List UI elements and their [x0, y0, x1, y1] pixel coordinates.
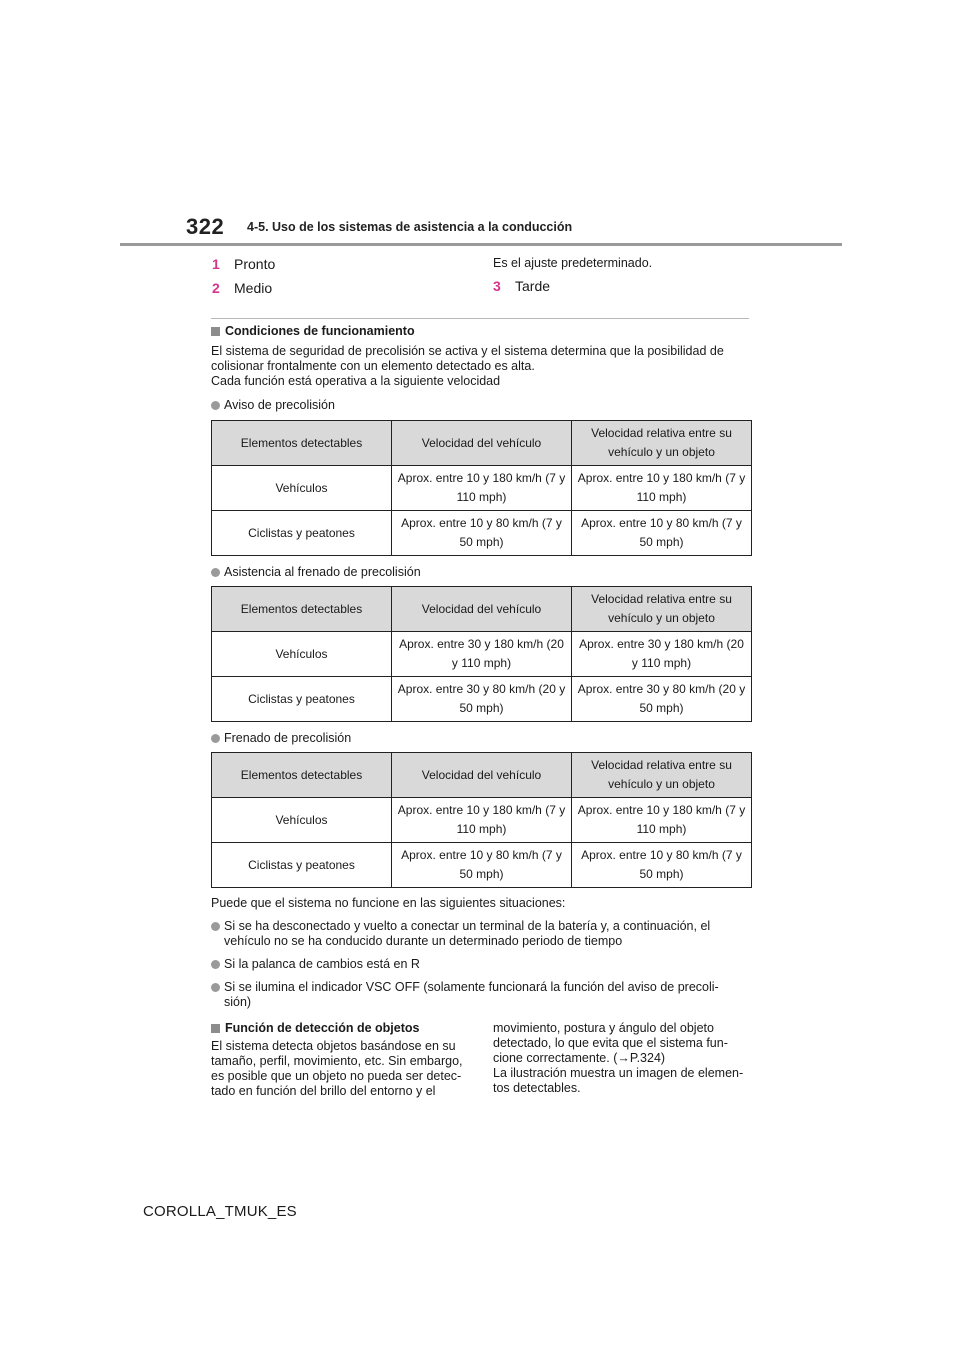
circle-bullet-icon: [211, 734, 220, 743]
situation-line: sión): [224, 995, 252, 1009]
option-number: 3: [493, 278, 501, 294]
option-item-3: [493, 278, 550, 294]
text-line: detectado, lo que evita que el sistema fun-: [493, 1036, 728, 1050]
header-cell-items: Elementos detectables: [212, 753, 392, 798]
table-row: [212, 511, 752, 556]
precollision-braking-table: [211, 752, 752, 888]
header-divider: [120, 243, 842, 246]
object-detection-right-column: [493, 1021, 758, 1096]
table-row: [212, 843, 752, 888]
conditions-heading-text: Condiciones de funcionamiento: [225, 324, 415, 338]
circle-bullet-icon: [211, 922, 220, 931]
table-title-text: Frenado de precolisión: [224, 731, 352, 745]
option-item-1: [212, 256, 275, 272]
cell-item: Ciclistas y peatones: [212, 843, 392, 888]
table-row: [212, 798, 752, 843]
cell-speed: Aprox. entre 10 y 180 km/h (7 y 110 mph): [392, 466, 572, 511]
situation-line: Si la palanca de cambios está en R: [224, 957, 420, 971]
option-item-2: [212, 280, 272, 296]
header-cell-speed: Velocidad del vehículo: [392, 587, 572, 632]
circle-bullet-icon: [211, 401, 220, 410]
option-number: 2: [212, 280, 220, 296]
cell-relative: Aprox. entre 10 y 80 km/h (7 y 50 mph): [572, 843, 752, 888]
situation-line: Si se ha desconectado y vuelto a conectar un terminal de la batería y, a continuación, el: [224, 919, 711, 933]
precollision-brake-assist-table: [211, 586, 752, 722]
option-label: Tarde: [515, 278, 551, 294]
not-working-intro: Puede que el sistema no funcione en las siguientes situaciones:: [211, 896, 566, 910]
cell-relative: Aprox. entre 10 y 180 km/h (7 y 110 mph): [572, 466, 752, 511]
circle-bullet-icon: [211, 568, 220, 577]
table-row: [212, 466, 752, 511]
situation-item: [211, 980, 756, 1010]
square-bullet-icon: [211, 1024, 220, 1033]
cell-speed: Aprox. entre 10 y 80 km/h (7 y 50 mph): [392, 511, 572, 556]
cell-item: Vehículos: [212, 632, 392, 677]
cell-item: Vehículos: [212, 798, 392, 843]
cell-speed: Aprox. entre 10 y 80 km/h (7 y 50 mph): [392, 843, 572, 888]
object-detection-heading-text: Función de detección de objetos: [225, 1021, 420, 1035]
square-bullet-icon: [211, 327, 220, 336]
text-line: tos detectables.: [493, 1081, 581, 1095]
header-cell-items: Elementos detectables: [212, 587, 392, 632]
table-title-text: Aviso de precolisión: [224, 398, 335, 412]
table-title-brake-assist: [211, 565, 421, 580]
cell-relative: Aprox. entre 10 y 80 km/h (7 y 50 mph): [572, 511, 752, 556]
header-cell-relative: Velocidad relativa entre su vehículo y un objeto: [572, 753, 752, 798]
text-line: tado en función del brillo del entorno y el: [211, 1084, 436, 1098]
circle-bullet-icon: [211, 983, 220, 992]
table-header-row: [212, 753, 752, 798]
table-title-braking: [211, 731, 351, 746]
cell-speed: Aprox. entre 10 y 180 km/h (7 y 110 mph): [392, 798, 572, 843]
text-line: tamaño, perfil, movimiento, etc. Sin embargo,: [211, 1054, 463, 1068]
table-title-warning: [211, 398, 335, 413]
object-detection-left-column: [211, 1039, 476, 1099]
object-detection-heading: [211, 1021, 419, 1035]
text-line: El sistema detecta objetos basándose en su: [211, 1039, 456, 1053]
table-row: [212, 632, 752, 677]
table-title-text: Asistencia al frenado de precolisión: [224, 565, 421, 579]
header-cell-speed: Velocidad del vehículo: [392, 421, 572, 466]
situation-line: Si se ilumina el indicador VSC OFF (solamente funcionará la función del aviso de precoli-: [224, 980, 719, 994]
cell-speed: Aprox. entre 30 y 180 km/h (20 y 110 mph): [392, 632, 572, 677]
cell-relative: Aprox. entre 30 y 180 km/h (20 y 110 mph): [572, 632, 752, 677]
situation-item: [211, 919, 756, 949]
page-number: 322: [186, 214, 225, 239]
cell-speed: Aprox. entre 30 y 80 km/h (20 y 50 mph): [392, 677, 572, 722]
default-note: Es el ajuste predeterminado.: [493, 256, 653, 270]
header-cell-relative: Velocidad relativa entre su vehículo y un objeto: [572, 421, 752, 466]
precollision-warning-table: [211, 420, 752, 556]
cell-item: Ciclistas y peatones: [212, 511, 392, 556]
section-title: 4-5. Uso de los sistemas de asistencia a la conducción: [247, 220, 573, 234]
cell-item: Ciclistas y peatones: [212, 677, 392, 722]
table-header-row: [212, 421, 752, 466]
conditions-intro: [211, 344, 756, 389]
option-number: 1: [212, 256, 220, 272]
option-label: Pronto: [234, 256, 276, 272]
situation-item: [211, 957, 756, 972]
cell-item: Vehículos: [212, 466, 392, 511]
option-label: Medio: [234, 280, 273, 296]
header-cell-speed: Velocidad del vehículo: [392, 753, 572, 798]
circle-bullet-icon: [211, 960, 220, 969]
situation-line: vehículo no se ha conducido durante un determinado periodo de tiempo: [224, 934, 623, 948]
header-cell-items: Elementos detectables: [212, 421, 392, 466]
header-cell-relative: Velocidad relativa entre su vehículo y un objeto: [572, 587, 752, 632]
text-line: es posible que un objeto no pueda ser detec-: [211, 1069, 462, 1083]
text-line: cione correctamente. (→P.324): [493, 1051, 666, 1065]
table-row: [212, 677, 752, 722]
conditions-heading: [211, 324, 415, 338]
intro-line: El sistema de seguridad de precolisión se activa y el sistema determina que la posibilidad de: [211, 344, 724, 358]
cell-relative: Aprox. entre 10 y 180 km/h (7 y 110 mph): [572, 798, 752, 843]
table-header-row: [212, 587, 752, 632]
cell-relative: Aprox. entre 30 y 80 km/h (20 y 50 mph): [572, 677, 752, 722]
intro-line: Cada función está operativa a la siguiente velocidad: [211, 374, 501, 388]
section-divider: [211, 318, 749, 319]
text-line: movimiento, postura y ángulo del objeto: [493, 1021, 714, 1035]
text-line: La ilustración muestra un imagen de elemen-: [493, 1066, 744, 1080]
model-code-footer: COROLLA_TMUK_ES: [143, 1203, 297, 1220]
intro-line: colisionar frontalmente con un elemento detectado es alta.: [211, 359, 535, 373]
